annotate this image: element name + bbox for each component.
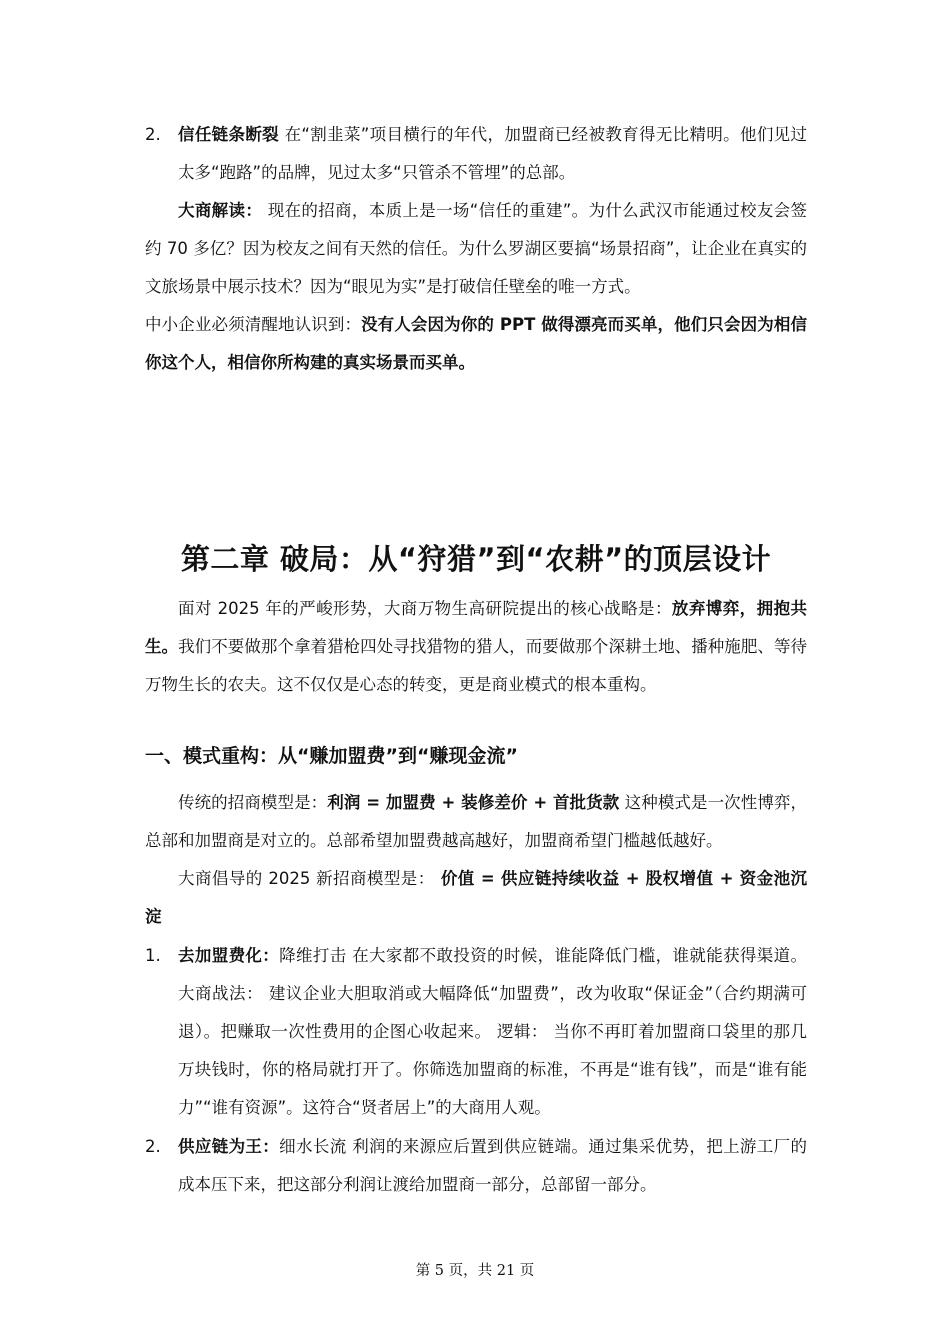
intro-lead: 面对 2025 年的严峻形势，大商万物生高研院提出的核心战略是：	[178, 599, 672, 618]
list-number: 2.	[145, 125, 161, 144]
traditional-model-paragraph	[145, 784, 807, 860]
list-number: 2.	[145, 1137, 161, 1156]
section-title: 一、模式重构：从“赚加盟费”到“赚现金流”	[145, 745, 518, 767]
intro-bold: 放弃博弈，拥抱共生。	[145, 599, 808, 656]
list-item-supply-chain	[178, 1128, 807, 1204]
list-item-no-franchise-fee	[178, 937, 807, 1127]
reading-lead: 中小企业必须清醒地认识到：	[145, 315, 362, 334]
list-item-text: 细水长流 利润的来源应后置到供应链端。通过集采优势，把上游工厂的成本压下来，把这部分利润让渡给加盟商一部分，总部留一部分。	[178, 1137, 808, 1194]
reading-text: 现在的招商，本质上是一场“信任的重建”。为什么武汉市能通过校友会签约 70 多亿？因为校友之间有天然的信任。为什么罗湖区要搞“场景招商”，让企业在真实的文旅场景中展示技术？因为“眼见为实”是打破信任壁垒的唯一方式。	[145, 201, 808, 296]
intro-paragraph	[145, 590, 807, 704]
traditional-rest: 这种模式是一次性博弈，总部和加盟商是对立的。总部希望加盟费越高越好，加盟商希望门槛越低越好。	[145, 793, 808, 850]
list-item-text: 在“割韭菜”项目横行的年代，加盟商已经被教育得无比精明。他们见过太多“跑路”的品牌，见过太多“只管杀不管埋”的总部。	[178, 125, 807, 182]
list-item-trust-chain	[178, 116, 807, 192]
new-model-formula: 价值 = 供应链持续收益 + 股权增值 + 资金池沉淀	[145, 869, 808, 926]
page-footer: 第 5 页，共 21 页	[415, 1263, 535, 1279]
reading-bold: 没有人会因为你的 PPT 做得漂亮而买单，他们只会因为相信你这个人，相信你所构建的真实场景而买单。	[145, 315, 807, 372]
traditional-lead: 传统的招商模型是：	[178, 793, 328, 812]
traditional-formula: 利润 = 加盟费 + 装修差价 + 首批货款	[327, 793, 620, 812]
chapter-title: 第二章 破局：从“狩猎”到“农耕”的顶层设计	[180, 542, 772, 576]
list-item-title: 信任链条断裂	[178, 125, 279, 144]
new-model-lead: 大商倡导的 2025 新招商模型是：	[178, 869, 435, 888]
intro-rest: 我们不要做那个拿着猎枪四处寻找猎物的猎人，而要做那个深耕土地、播种施肥、等待万物生长的农夫。这不仅仅是心态的转变，更是商业模式的根本重构。	[145, 637, 808, 694]
reading-paragraph	[145, 192, 807, 382]
reading-label: 大商解读：	[178, 201, 263, 220]
list-item-title: 供应链为王：	[178, 1137, 280, 1156]
list-number: 1.	[145, 946, 161, 965]
list-item-text: 降维打击 在大家都不敢投资的时候，谁能降低门槛，谁就能获得渠道。大商战法： 建议企业大胆取消或大幅降低“加盟费”，改为收取“保证金”（合约期满可退）。把赚取一次性费用的企图心收起来。 逻辑： 当你不再盯着加盟商口袋里的那几万块钱时，你的格局就打开了。你筛选加盟商的标准，不再是“谁有钱”，而是“谁有能力”“谁有资源”。这符合“贤者居上”的大商用人观。	[178, 946, 808, 1117]
list-item-title: 去加盟费化：	[178, 946, 280, 965]
new-model-paragraph	[145, 860, 807, 936]
